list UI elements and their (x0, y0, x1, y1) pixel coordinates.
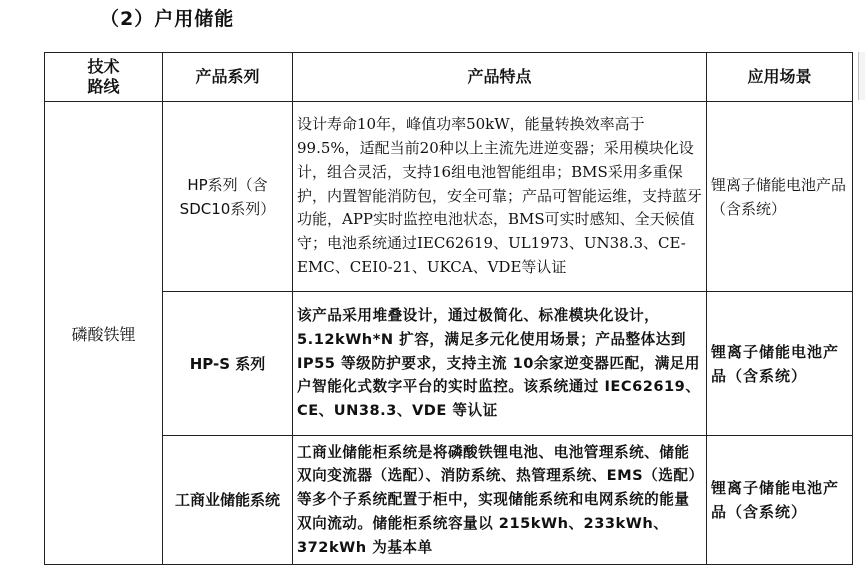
features-cell: 工商业储能柜系统是将磷酸铁锂电池、电池管理系统、储能双向变流器（选配）、消防系统、热管理系统、EMS（选配）等多个子系统配置于柜中，实现储能系统和电网系统的能量双向流动。储能柜系统容量以 215kWh、233kWh、372kWh 为基本单 (293, 436, 707, 565)
table-row (45, 436, 853, 565)
series-cell: HP系列（含 SDC10系列） (163, 102, 293, 292)
scene-cell: 锂离子储能电池产品（含系统） (707, 436, 853, 565)
header-features: 产品特点 (293, 53, 707, 102)
scene-cell: 锂离子储能电池产品（含系统） (707, 292, 853, 436)
header-scene: 应用场景 (707, 53, 853, 102)
product-table (44, 52, 853, 565)
table-row (45, 292, 853, 436)
header-series: 产品系列 (163, 53, 293, 102)
table-header-row (45, 53, 853, 102)
header-route: 技术 路线 (45, 53, 163, 102)
series-cell: 工商业储能系统 (163, 436, 293, 565)
table-row (45, 102, 853, 292)
route-cell: 磷酸铁锂 (45, 102, 163, 565)
section-heading: （2）户用储能 (100, 8, 235, 30)
features-cell: 该产品采用堆叠设计，通过极简化、标准模块化设计，5.12kWh*N 扩容，满足多元化使用场景；产品整体达到 IP55 等级防护要求，支持主流 10余家逆变器匹配，满足用户智能化式数字平台的实时监控。该系统通过 IEC62619、CE、UN38.3、VDE 等认证 (293, 292, 707, 436)
scene-cell: 锂离子储能电池产品（含系统） (707, 102, 853, 292)
features-cell: 设计寿命10年，峰值功率50kW，能量转换效率高于99.5%，适配当前20种以上主流先进逆变器；采用模块化设计，组合灵活，支持16组电池智能组串；BMS采用多重保护，内置智能消防包，安全可靠；产品可智能运维，支持蓝牙功能，APP实时监控电池状态，BMS可实时感知、全天候值守；电池系统通过IEC62619、UL1973、UN38.3、CE-EMC、CEI0-21、UKCA、VDE等认证 (293, 102, 707, 292)
series-cell: HP-S 系列 (163, 292, 293, 436)
page-edge-scrollbar[interactable] (858, 52, 865, 100)
